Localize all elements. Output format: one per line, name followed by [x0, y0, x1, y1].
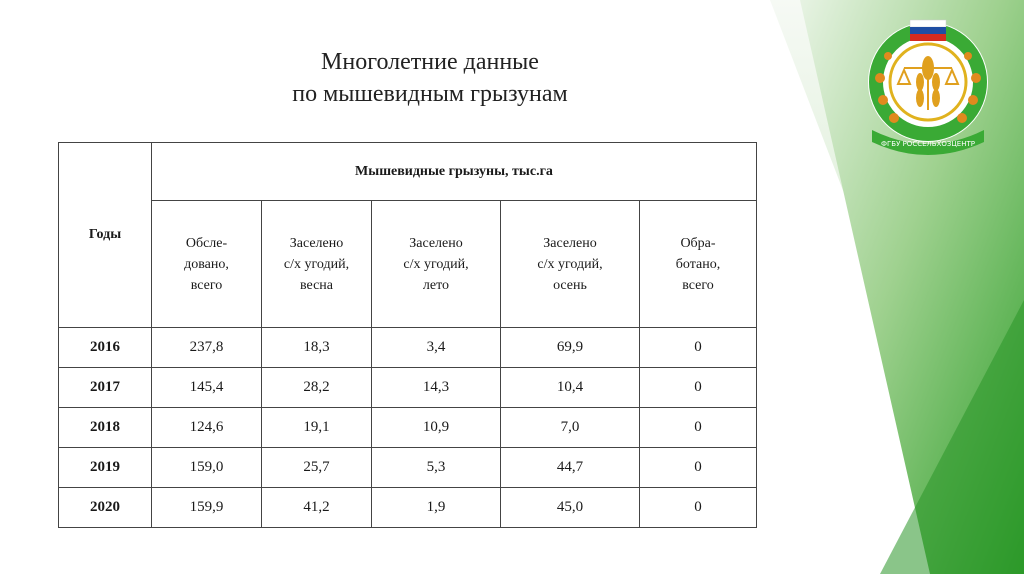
cell-surveyed: 159,0	[152, 448, 262, 488]
row-year: 2017	[59, 368, 152, 408]
cell-spring: 18,3	[262, 328, 372, 368]
cell-spring: 28,2	[262, 368, 372, 408]
table-header-row	[59, 143, 757, 201]
cell-treated: 0	[640, 328, 757, 368]
col-header-infested-spring: Заселено с/х угодий, весна	[262, 201, 372, 328]
cell-surveyed: 124,6	[152, 408, 262, 448]
rodents-data-table	[58, 142, 757, 528]
cell-treated: 0	[640, 448, 757, 488]
cell-summer: 3,4	[372, 328, 501, 368]
cell-autumn: 45,0	[501, 488, 640, 528]
cell-treated: 0	[640, 488, 757, 528]
cell-summer: 10,9	[372, 408, 501, 448]
col-header-treated: Обра- ботано, всего	[640, 201, 757, 328]
cell-surveyed: 237,8	[152, 328, 262, 368]
rodents-group-header: Мышевидные грызуны, тыс.га	[152, 143, 757, 201]
table-row	[59, 488, 757, 528]
cell-summer: 5,3	[372, 448, 501, 488]
rosselkhozcenter-emblem	[858, 18, 998, 158]
years-header: Годы	[59, 143, 152, 328]
table-row	[59, 448, 757, 488]
title-line-1: Многолетние данные	[321, 49, 539, 75]
cell-spring: 25,7	[262, 448, 372, 488]
cell-autumn: 69,9	[501, 328, 640, 368]
row-year: 2016	[59, 328, 152, 368]
cell-summer: 1,9	[372, 488, 501, 528]
russian-flag-icon	[910, 20, 946, 41]
table-subheader-row	[59, 201, 757, 328]
row-year: 2019	[59, 448, 152, 488]
cell-treated: 0	[640, 368, 757, 408]
row-year: 2018	[59, 408, 152, 448]
cell-spring: 41,2	[262, 488, 372, 528]
cell-autumn: 44,7	[501, 448, 640, 488]
slide-title	[170, 46, 690, 110]
cell-treated: 0	[640, 408, 757, 448]
table-row	[59, 328, 757, 368]
cell-surveyed: 159,9	[152, 488, 262, 528]
cell-summer: 14,3	[372, 368, 501, 408]
table-row	[59, 368, 757, 408]
table-row	[59, 408, 757, 448]
cell-autumn: 7,0	[501, 408, 640, 448]
cell-spring: 19,1	[262, 408, 372, 448]
col-header-infested-autumn: Заселено с/х угодий, осень	[501, 201, 640, 328]
col-header-surveyed: Обсле- довано, всего	[152, 201, 262, 328]
cell-surveyed: 145,4	[152, 368, 262, 408]
title-line-2: по мышевидным грызунам	[292, 81, 568, 107]
cell-autumn: 10,4	[501, 368, 640, 408]
col-header-infested-summer: Заселено с/х угодий, лето	[372, 201, 501, 328]
emblem-ribbon-text: ФГБУ РОССЕЛЬХОЗЦЕНТР	[881, 140, 975, 148]
row-year: 2020	[59, 488, 152, 528]
